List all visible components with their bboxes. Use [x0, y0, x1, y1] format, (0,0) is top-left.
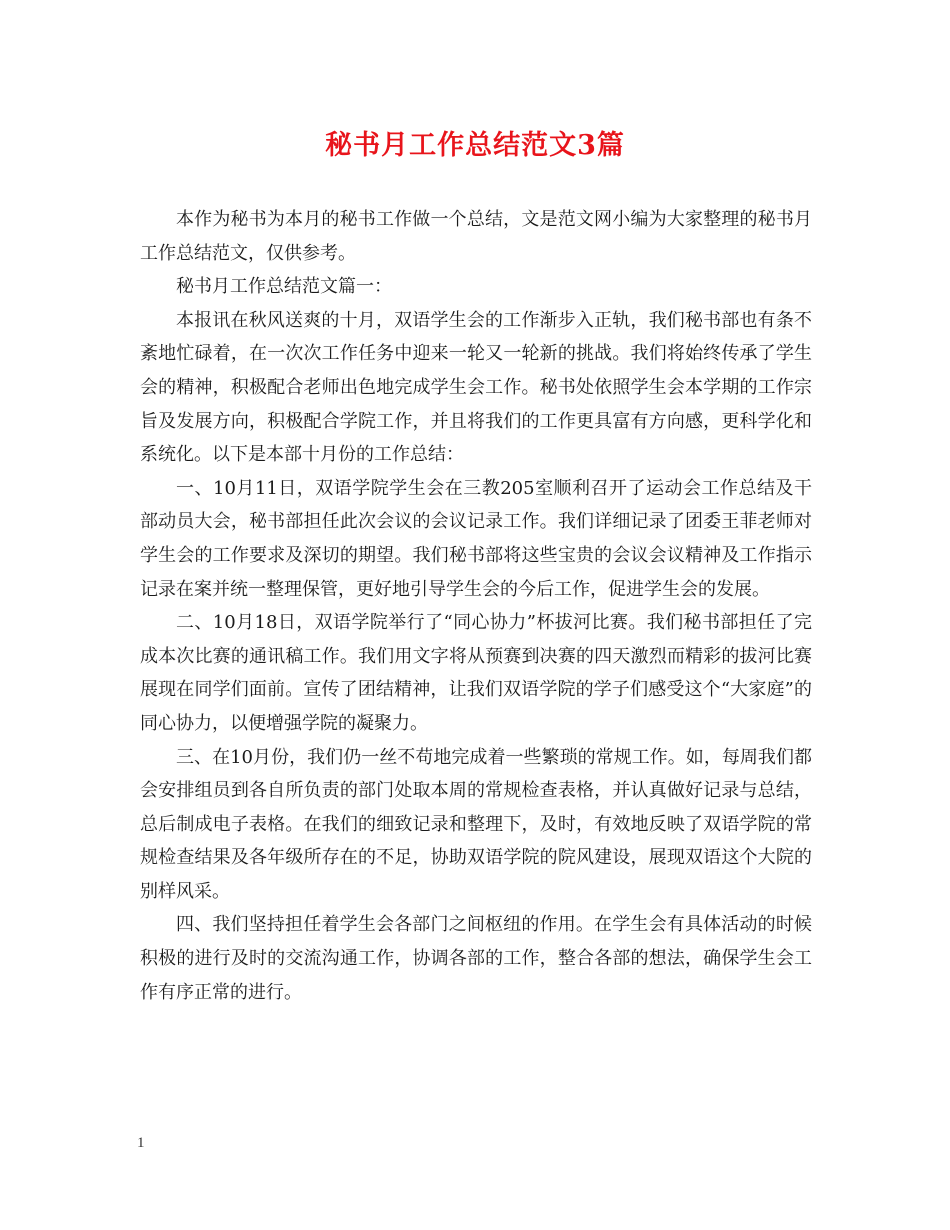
paragraph-section-heading: 秘书月工作总结范文篇一： — [176, 276, 392, 298]
paragraph-item-2: 二、10月18日，双语学院举行了“同心协力”杯拔河比赛。我们秘书部担任了完成本次比赛的通讯稿工作。我们用文字将从预赛到决赛的四天激烈而精彩的拔河比赛展现在同学们面前。宣传了团结精神，让我们双语学院的学子们感受这个“大家庭”的同心协力，以便增强学院的凝聚力。 — [140, 612, 812, 734]
paragraph-item-1: 一、10月11日，双语学院学生会在三教205室顺利召开了运动会工作总结及干部动员大会，秘书部担任此次会议的会议记录工作。我们详细记录了团委王菲老师对学生会的工作要求及深切的期望。我们秘书部将这些宝贵的会议会议精神及工作指示记录在案并统一整理保管，更好地引导学生会的今后工作，促进学生会的发展。 — [140, 477, 812, 600]
page-number: 1 — [137, 1135, 145, 1151]
paragraph-item-4: 四、我们坚持担任着学生会各部门之间枢纽的作用。在学生会有具体活动的时候积极的进行及时的交流沟通工作，协调各部的工作，整合各部的想法，确保学生会工作有序正常的进行。 — [140, 914, 812, 1003]
document-body — [140, 203, 812, 1009]
paragraph-overview: 本报讯在秋风送爽的十月，双语学生会的工作渐步入正轨，我们秘书部也有条不紊地忙碌着，在一次次工作任务中迎来一轮又一轮新的挑战。我们将始终传承了学生会的精神，积极配合老师出色地完成学生会工作。秘书处依照学生会本学期的工作宗旨及发展方向，积极配合学院工作，并且将我们的工作更具富有方向感，更科学化和系统化。以下是本部十月份的工作总结： — [140, 309, 812, 466]
paragraph-intro: 本作为秘书为本月的秘书工作做一个总结，文是范文网小编为大家整理的秘书月工作总结范文，仅供参考。 — [140, 209, 812, 264]
document-title: 秘书月工作总结范文3篇 — [325, 130, 625, 161]
paragraph-item-3: 三、在10月份，我们仍一丝不苟地完成着一些繁琐的常规工作。如，每周我们都会安排组员到各自所负责的部门处取本周的常规检查表格，并认真做好记录与总结，总后制成电子表格。在我们的细致记录和整理下，及时，有效地反映了双语学院的常规检查结果及各年级所存在的不足，协助双语学院的院风建设，展现双语这个大院的别样风采。 — [140, 746, 812, 902]
